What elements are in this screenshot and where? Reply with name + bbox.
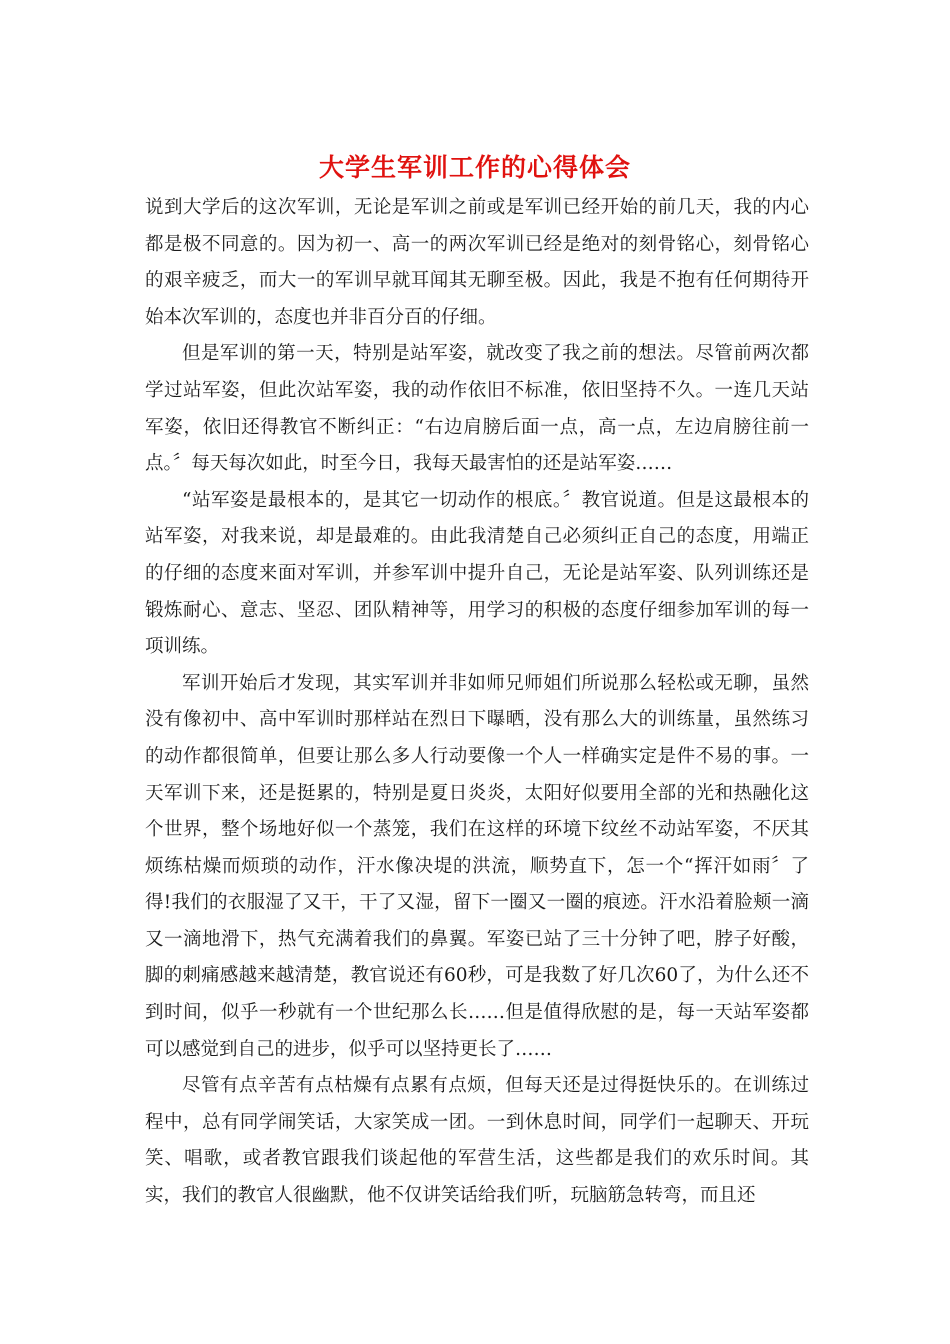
paragraph-3: “站军姿是最根本的，是其它一切动作的根底。〞教官说道。但是这最根本的站军姿，对我来说，却是最难的。由此我清楚自己必须纠正自己的态度，用端正的仔细的态度来面对军训，并参军训中提升自己，无论是站军姿、队列训练还是锻炼耐心、意志、坚忍、团队精神等，用学习的积极的态度仔细参加军训的每一项训练。 — [145, 489, 809, 658]
paragraph-2: 但是军训的第一天，特别是站军姿，就改变了我之前的想法。尽管前两次都学过站军姿，但此次站军姿，我的动作依旧不标准，依旧坚持不久。一连几天站军姿，依旧还得教官不断纠正：“右边肩膀后面一点，高一点，左边肩膀往前一点。〞每天每次如此，时至今日，我每天最害怕的还是站军姿…… — [145, 343, 809, 475]
paragraph-5: 尽管有点辛苦有点枯燥有点累有点烦，但每天还是过得挺快乐的。在训练过程中，总有同学闹笑话，大家笑成一团。一到休息时间，同学们一起聊天、开玩笑、唱歌，或者教官跟我们谈起他的军营生活，这些都是我们的欢乐时间。其实，我们的教官人很幽默，他不仅讲笑话给我们听，玩脑筋急转弯，而且还 — [145, 1075, 809, 1207]
document-body — [145, 190, 809, 1215]
paragraph-4: 军训开始后才发现，其实军训并非如师兄师姐们所说那么轻松或无聊，虽然没有像初中、高中军训时那样站在烈日下曝晒，没有那么大的训练量，虽然练习的动作都很简单，但要让那么多人行动要像一个人一样确实定是件不易的事。一天军训下来，还是挺累的，特别是夏日炎炎，太阳好似要用全部的光和热融化这个世界，整个场地好似一个蒸笼，我们在这样的环境下纹丝不动站军姿，不厌其烦练枯燥而烦琐的动作，汗水像决堤的洪流，顺势直下，怎一个“挥汗如雨〞了得!我们的衣服湿了又干，干了又湿，留下一圈又一圈的痕迹。汗水沿着脸颊一滴又一滴地滑下，热气充满着我们的鼻翼。军姿已站了三十分钟了吧，脖子好酸，脚的刺痛感越来越清楚，教官说还有60秒，可是我数了好几次60了，为什么还不到时间，似乎一秒就有一个世纪那么长……但是值得欣慰的是，每一天站军姿都可以感觉到自己的进步，似乎可以坚持更长了…… — [145, 672, 810, 1060]
document-title: 大学生军训工作的心得体会 — [318, 153, 631, 182]
paragraph-1: 说到大学后的这次军训，无论是军训之前或是军训已经开始的前几天，我的内心都是极不同意的。因为初一、高一的两次军训已经是绝对的刻骨铭心，刻骨铭心的艰辛疲乏，而大一的军训早就耳闻其无聊至极。因此，我是不抱有任何期待开始本次军训的，态度也并非百分百的仔细。 — [145, 197, 809, 328]
